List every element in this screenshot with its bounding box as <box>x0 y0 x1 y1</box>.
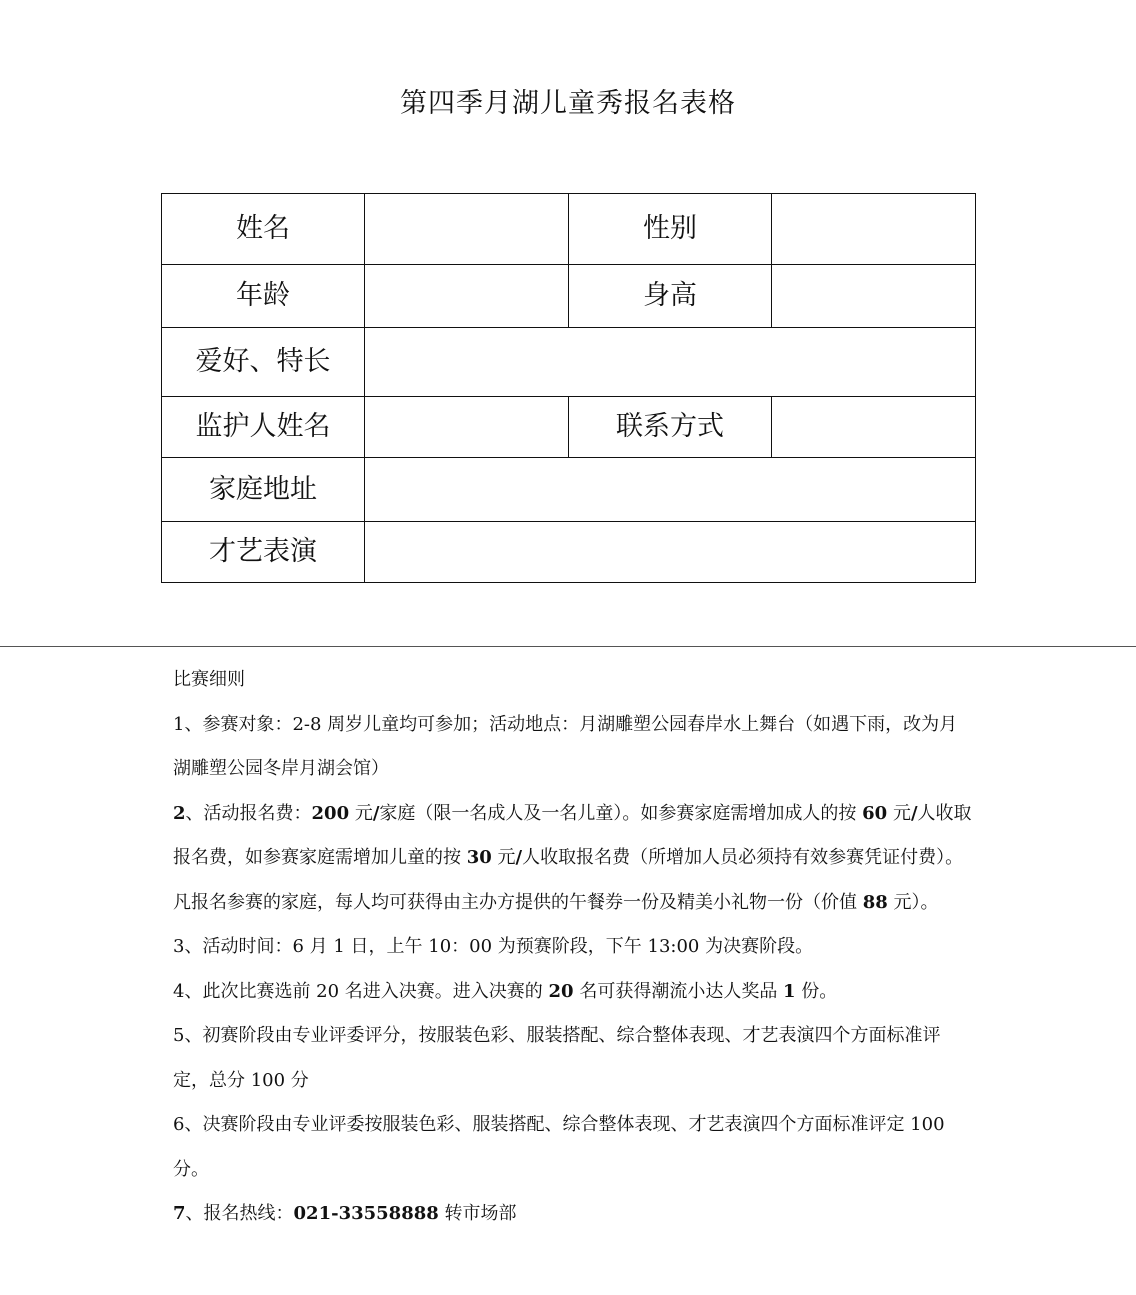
form-row-age-height <box>162 265 976 328</box>
rule-4-finalists: 20 <box>548 980 574 1002</box>
name-field[interactable] <box>365 194 569 265</box>
form-row-guardian-contact <box>162 397 976 458</box>
rule-2-slash-2: / <box>910 802 918 824</box>
rule-2 <box>173 792 973 926</box>
rule-2-text-g: 人收取报名费（所增加人员必须持有效参赛凭证付费）。凡报名参赛的家庭，每人均可获得由主办方提供的午餐券一份及精美小礼物一份（价值 <box>173 847 964 913</box>
address-label: 家庭地址 <box>162 458 365 522</box>
form-row-address <box>162 458 976 522</box>
height-label: 身高 <box>569 265 772 328</box>
rule-2-text-a: 、活动报名费： <box>185 802 312 824</box>
address-field[interactable] <box>365 458 976 522</box>
rule-2-text-e: 人收取报名费，如参赛家庭需增加儿童的按 <box>173 802 972 868</box>
rule-5: 5、初赛阶段由专业评委评分，按服装色彩、服装搭配、综合整体表现、才艺表演四个方面标准评定，总分 100 分 <box>173 1025 941 1091</box>
guardian-label: 监护人姓名 <box>162 397 365 458</box>
name-label: 姓名 <box>162 194 365 265</box>
form-row-hobbies <box>162 328 976 397</box>
rule-4 <box>173 970 973 1015</box>
rule-4-text-b: 名可获得潮流小达人奖品 <box>573 980 784 1002</box>
gender-field[interactable] <box>772 194 976 265</box>
form-row-talent <box>162 522 976 583</box>
hobbies-label: 爱好、特长 <box>162 328 365 397</box>
talent-label: 才艺表演 <box>162 522 365 583</box>
rule-2-slash-3: / <box>515 847 523 868</box>
contact-field[interactable] <box>772 397 976 458</box>
rule-7-number: 7 <box>173 1203 186 1224</box>
section-divider <box>0 646 1136 647</box>
page-title: 第四季月湖儿童秀报名表格 <box>400 88 736 119</box>
rule-7-text-a: 、报名热线： <box>185 1203 294 1224</box>
rule-2-number: 2 <box>173 802 186 824</box>
rules-heading: 比赛细则 <box>173 669 245 690</box>
rule-2-text-c: 家庭（限一名成人及一名儿童）。如参赛家庭需增加成人的按 <box>379 802 863 824</box>
rule-6: 6、决赛阶段由专业评委按服装色彩、服装搭配、综合整体表现、才艺表演四个方面标准评定 100 分。 <box>173 1114 945 1180</box>
rule-7-text-b: 转市场部 <box>438 1203 517 1224</box>
rule-4-text-c: 份。 <box>795 980 838 1002</box>
rule-2-text-d: 元 <box>887 802 911 824</box>
rule-2-adult-fee: 60 <box>862 802 888 824</box>
guardian-field[interactable] <box>365 397 569 458</box>
rule-1: 1、参赛对象：2-8 周岁儿童均可参加；活动地点：月湖雕塑公园春岸水上舞台（如遇下雨，改为月湖雕塑公园冬岸月湖会馆） <box>173 713 958 779</box>
rule-2-text-h: 元）。 <box>887 891 939 913</box>
hobbies-field[interactable] <box>365 328 976 397</box>
rule-4-text-a: 4、此次比赛选前 20 名进入决赛。进入决赛的 <box>173 980 549 1002</box>
age-label: 年龄 <box>162 265 365 328</box>
height-field[interactable] <box>772 265 976 328</box>
talent-field[interactable] <box>365 522 976 583</box>
gender-label: 性别 <box>569 194 772 265</box>
rule-2-fee: 200 <box>311 802 350 824</box>
rule-2-text-b: 元 <box>349 802 373 824</box>
hotline-number: 021-33558888 <box>293 1203 439 1224</box>
rule-2-slash-1: / <box>372 802 380 824</box>
rule-3: 3、活动时间：6 月 1 日，上午 10：00 为预赛阶段，下午 13:00 为决赛阶段。 <box>173 936 814 957</box>
rule-4-prize-count: 1 <box>783 980 796 1002</box>
form-row-name-gender <box>162 194 976 265</box>
registration-form-table <box>161 193 976 583</box>
age-field[interactable] <box>365 265 569 328</box>
rule-2-gift-value: 88 <box>862 891 888 913</box>
contact-label: 联系方式 <box>569 397 772 458</box>
rules-section <box>173 658 973 1237</box>
rule-2-text-f: 元 <box>491 847 516 868</box>
rule-2-child-fee: 30 <box>466 847 492 868</box>
rule-7 <box>173 1192 973 1237</box>
